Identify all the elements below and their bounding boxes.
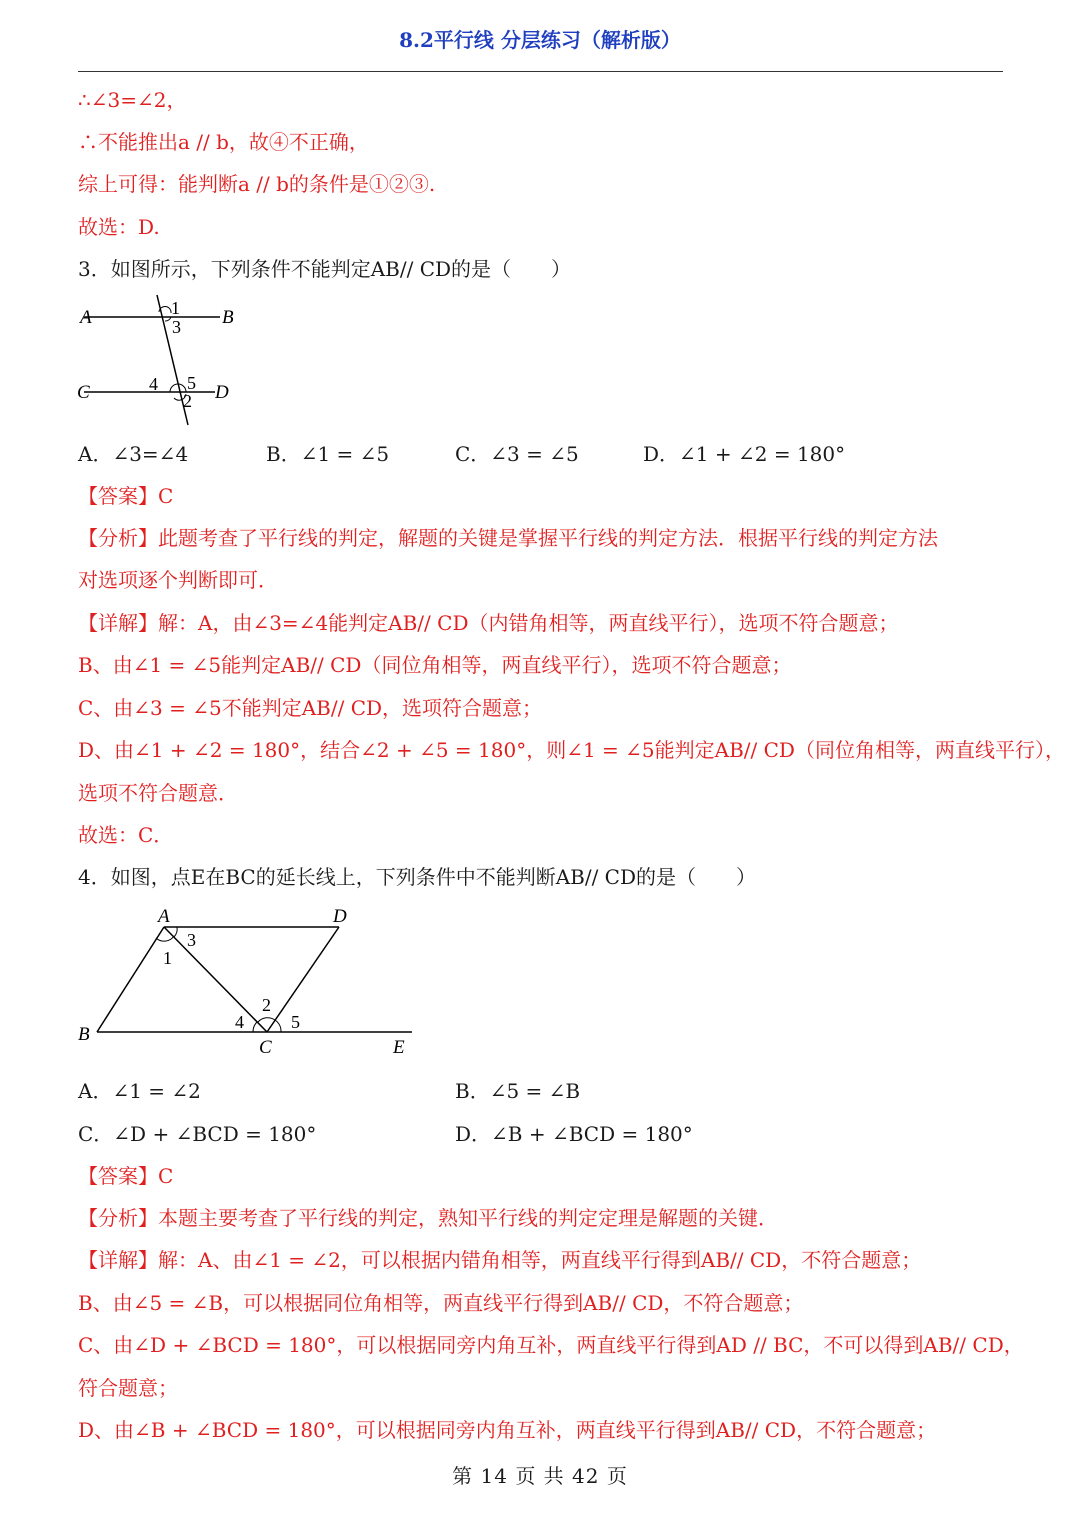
angle-2: 2 [262, 995, 271, 1015]
q3-detail: B、由∠1 = ∠5能判定AB// CD（同位角相等，两直线平行），选项不符合题意； [78, 653, 792, 677]
q4-detail: C、由∠D + ∠BCD = 180°，可以根据同旁内角互补，两直线平行得到AD // BC，不可以得到AB// CD， [78, 1333, 1024, 1357]
label-D: D [333, 906, 347, 927]
q3-answer: 【答案】C [78, 484, 174, 508]
page-header-title: 8.2平行线 分层练习（解析版） [399, 28, 681, 52]
angle-5: 5 [291, 1012, 300, 1032]
angle-1: 1 [163, 948, 172, 968]
page-footer: 第 14 页 共 42 页 [452, 1464, 628, 1488]
q4-option-b: B．∠5 = ∠B [455, 1079, 581, 1103]
angle-3: 3 [187, 930, 196, 950]
label-B: B [222, 307, 234, 328]
solution-line: ∴不能推出a // b，故④不正确， [78, 130, 369, 154]
solution-line: ∴∠3=∠2， [78, 88, 187, 112]
q3-option-b: B．∠1 = ∠5 [266, 442, 390, 466]
q4-detail: D、由∠B + ∠BCD = 180°，可以根据同旁内角互补，两直线平行得到AB// CD，不符合题意； [78, 1418, 937, 1442]
q3-detail: D、由∠1 + ∠2 = 180°，结合∠2 + ∠5 = 180°，则∠1 = ∠5能判定AB// CD（同位角相等，两直线平行）， [78, 738, 1065, 762]
question-4-stem: 4．如图，点E在BC的延长线上，下列条件中不能判断AB// CD的是（ ） [78, 865, 757, 889]
solution-choice: 故选：D. [78, 215, 160, 239]
q4-detail: 【详解】解：A、由∠1 = ∠2，可以根据内错角相等，两直线平行得到AB// CD，不符合题意； [78, 1248, 922, 1272]
label-E: E [393, 1037, 405, 1058]
label-A: A [80, 307, 92, 328]
angle-1: 1 [171, 298, 180, 318]
q4-option-d: D．∠B + ∠BCD = 180° [455, 1122, 693, 1146]
angle-4: 4 [235, 1012, 244, 1032]
header-divider [78, 71, 1003, 72]
angle-5: 5 [187, 373, 196, 393]
question-4-figure [70, 900, 430, 1060]
q4-option-a: A．∠1 = ∠2 [78, 1079, 201, 1103]
label-C: C [77, 382, 90, 403]
q3-detail: 选项不符合题意． [78, 781, 238, 805]
label-C: C [259, 1037, 272, 1058]
q3-detail: 【详解】解：A，由∠3=∠4能判定AB// CD（内错角相等，两直线平行），选项不符合题意； [78, 611, 899, 635]
q4-analysis: 【分析】本题主要考查了平行线的判定，熟知平行线的判定定理是解题的关键． [78, 1206, 778, 1230]
label-A: A [158, 906, 170, 927]
q3-choice: 故选：C． [78, 823, 174, 847]
q4-answer: 【答案】C [78, 1164, 174, 1188]
q4-detail: B、由∠5 = ∠B，可以根据同位角相等，两直线平行得到AB// CD，不符合题意； [78, 1291, 804, 1315]
angle-3: 3 [172, 317, 181, 337]
q3-analysis: 对选项逐个判断即可． [78, 568, 278, 592]
q3-option-d: D．∠1 + ∠2 = 180° [643, 442, 846, 466]
q4-option-c: C．∠D + ∠BCD = 180° [78, 1122, 317, 1146]
q3-detail: C、由∠3 = ∠5不能判定AB// CD，选项符合题意； [78, 696, 543, 720]
angle-4: 4 [149, 374, 158, 394]
solution-line: 综上可得：能判断a // b的条件是①②③. [78, 172, 436, 196]
label-B: B [78, 1024, 90, 1045]
angle-2: 2 [183, 391, 192, 411]
q3-analysis: 【分析】此题考查了平行线的判定，解题的关键是掌握平行线的判定方法．根据平行线的判定方法 [78, 526, 938, 550]
question-3-figure [70, 285, 250, 430]
question-3-stem: 3．如图所示，下列条件不能判定AB// CD的是（ ） [78, 257, 572, 281]
q4-detail: 符合题意； [78, 1376, 178, 1400]
q3-option-c: C．∠3 = ∠5 [455, 442, 579, 466]
q3-option-a: A．∠3=∠4 [78, 442, 189, 466]
label-D: D [215, 382, 229, 403]
